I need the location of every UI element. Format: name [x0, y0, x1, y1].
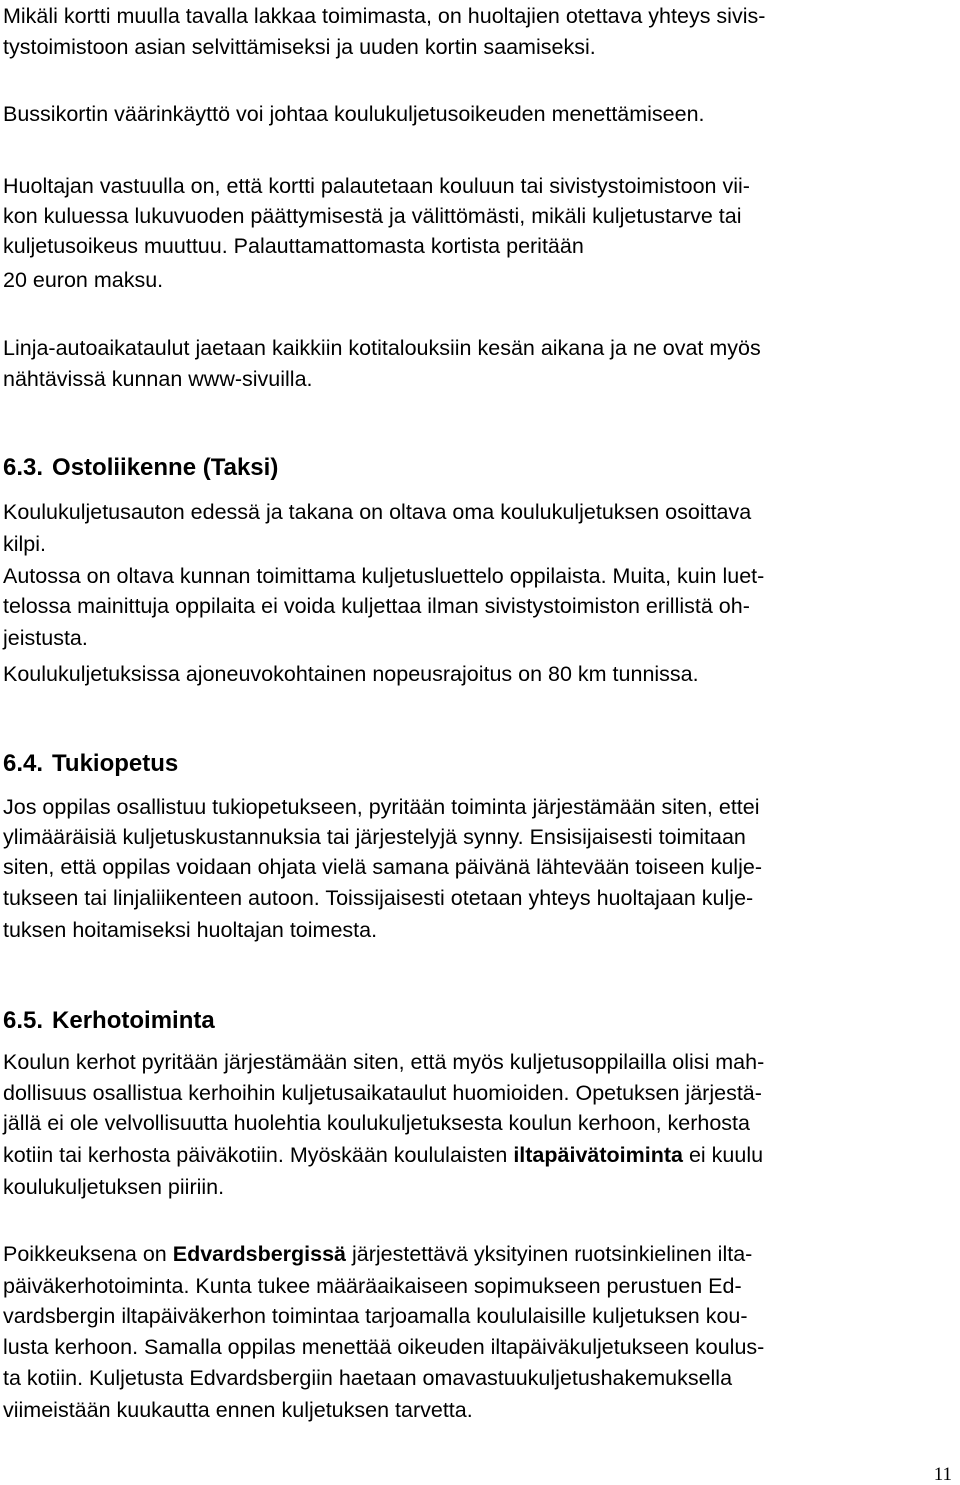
body-text-line: Linja-autoaikataulut jaetaan kaikkiin kotitalouksiin kesän aikana ja ne ovat myös: [3, 336, 761, 360]
body-text-line: nähtävissä kunnan www-sivuilla.: [3, 367, 313, 391]
body-text-line: [3, 1244, 752, 1266]
body-text-line: Bussikortin väärinkäyttö voi johtaa koulukuljetusoikeuden menettämiseen.: [3, 102, 705, 126]
body-text-line: tuksen hoitamiseksi huoltajan toimesta.: [3, 918, 378, 942]
text-run: järjestettävä yksityinen ruotsinkielinen ilta-: [346, 1242, 753, 1266]
body-text-line: siten, että oppilas voidaan ohjata vielä samana päivänä lähtevään toiseen kulje-: [3, 855, 762, 879]
body-text-line: kuljetusoikeus muuttuu. Palauttamattomasta kortista peritään: [3, 234, 584, 258]
body-text-line: vardsbergin iltapäiväkerhon toimintaa tarjoamalla koululaisille kuljetuksen kou-: [3, 1304, 748, 1328]
body-text-line: dollisuus osallistua kerhoihin kuljetusaikataulut huomioiden. Opetuksen järjestä-: [3, 1081, 762, 1105]
body-text-line: ylimääräisiä kuljetuskustannuksia tai järjestelyjä synny. Ensisijaisesti toimitaan: [3, 825, 746, 849]
section-heading-kerhotoiminta: [3, 1009, 215, 1033]
body-text-line: jällä ei ole velvollisuutta huolehtia koulukuljetuksesta koulun kerhoon, kerhosta: [3, 1111, 750, 1135]
section-number: 6.5.: [3, 1007, 44, 1034]
body-text-line: päiväkerhotoiminta. Kunta tukee määräaikaiseen sopimukseen perustuen Ed-: [3, 1274, 742, 1298]
body-text-line: kilpi.: [3, 532, 47, 556]
section-title: Ostoliikenne (Taksi): [52, 454, 279, 481]
section-heading-taksi: [3, 456, 278, 480]
body-text-line: Huoltajan vastuulla on, että kortti palautetaan kouluun tai sivistystoimistoon vii-: [3, 174, 750, 198]
emphasis-edvardsbergissa: Edvardsbergissä: [172, 1242, 347, 1266]
text-run: Poikkeuksena on: [3, 1242, 173, 1266]
section-title: Tukiopetus: [52, 750, 179, 777]
body-text-line: tukseen tai linjaliikenteen autoon. Toissijaisesti otetaan yhteys huoltajaan kulje-: [3, 886, 754, 910]
body-text-line: ta kotiin. Kuljetusta Edvardsbergiin haetaan omavastuukuljetushakemuksella: [3, 1366, 733, 1390]
text-run: kotiin tai kerhosta päiväkotiin. Myöskään koululaisten: [3, 1143, 514, 1167]
body-text-line: jeistusta.: [3, 626, 88, 650]
body-text-line: Koulukuljetuksissa ajoneuvokohtainen nopeusrajoitus on 80 km tunnissa.: [3, 662, 699, 686]
body-text-line: telossa mainittuja oppilaita ei voida kuljettaa ilman sivistystoimiston erillistä oh-: [3, 594, 750, 618]
section-number: 6.3.: [3, 454, 44, 481]
body-text-line: Koulun kerhot pyritään järjestämään siten, että myös kuljetusoppilailla olisi mah-: [3, 1050, 765, 1074]
body-text-line: lusta kerhoon. Samalla oppilas menettää oikeuden iltapäiväkuljetukseen koulus-: [3, 1335, 765, 1359]
body-text-line: Mikäli kortti muulla tavalla lakkaa toimimasta, on huoltajien otettava yhteys sivis-: [3, 4, 766, 28]
body-text-line: Koulukuljetusauton edessä ja takana on oltava oma koulukuljetuksen osoittava: [3, 500, 752, 524]
body-text-line: [3, 1145, 763, 1167]
text-run: ei kuulu: [682, 1143, 764, 1167]
body-text-line: 20 euron maksu.: [3, 268, 164, 292]
body-text-line: Autossa on oltava kunnan toimittama kuljetusluettelo oppilaista. Muita, kuin luet-: [3, 564, 765, 588]
body-text-line: kon kuluessa lukuvuoden päättymisestä ja välittömästi, mikäli kuljetustarve tai: [3, 204, 742, 228]
section-title: Kerhotoiminta: [52, 1007, 215, 1034]
body-text-line: viimeistään kuukautta ennen kuljetuksen tarvetta.: [3, 1398, 473, 1422]
section-heading-tukiopetus: [3, 752, 178, 776]
body-text-line: koulukuljetuksen piiriin.: [3, 1175, 225, 1199]
emphasis-iltapaivatoiminta: iltapäivätoiminta: [513, 1143, 683, 1167]
page-number: 11: [933, 1464, 952, 1485]
body-text-line: Jos oppilas osallistuu tukiopetukseen, pyritään toiminta järjestämään siten, ettei: [3, 795, 760, 819]
section-number: 6.4.: [3, 750, 44, 777]
body-text-line: tystoimistoon asian selvittämiseksi ja uuden kortin saamiseksi.: [3, 35, 596, 59]
